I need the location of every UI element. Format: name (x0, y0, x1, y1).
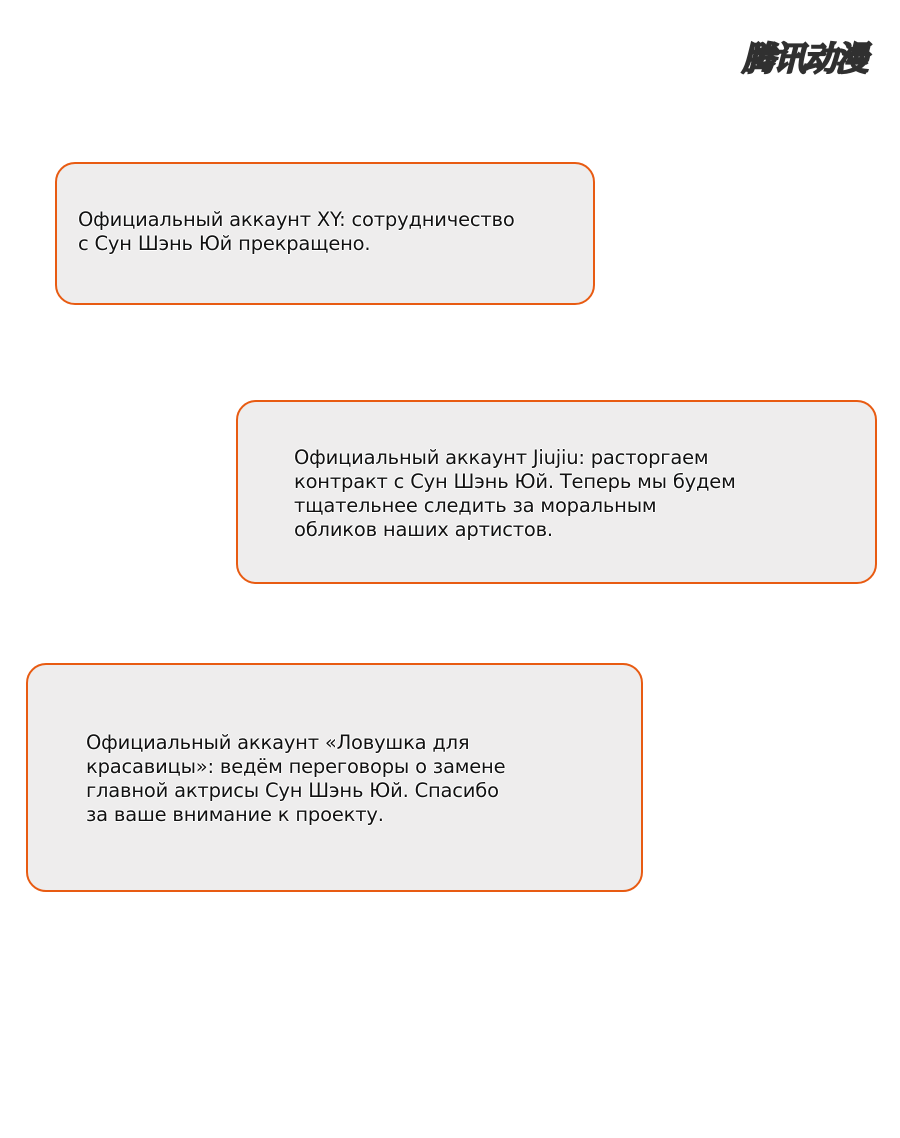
speech-bubble-beauty-trap-announcement (26, 663, 643, 892)
bubble-text-jiujiu: Официальный аккаунт Jiujiu: расторгаем контракт с Сун Шэнь Юй. Теперь мы будем тщательнее следить за моральным обликов наших артистов. (294, 446, 736, 541)
speech-bubble-jiujiu-announcement (236, 400, 877, 584)
tencent-comics-watermark: 腾讯动漫 (742, 39, 866, 78)
bubble-text-beauty-trap: Официальный аккаунт «Ловушка для красавицы»: ведём переговоры о замене главной актрисы Сун Шэнь Юй. Спасибо за ваше внимание к проекту. (86, 731, 506, 826)
bubble-text-xy: Официальный аккаунт XY: сотрудничество с Сун Шэнь Юй прекращено. (78, 208, 515, 255)
speech-bubble-xy-announcement (55, 162, 595, 305)
